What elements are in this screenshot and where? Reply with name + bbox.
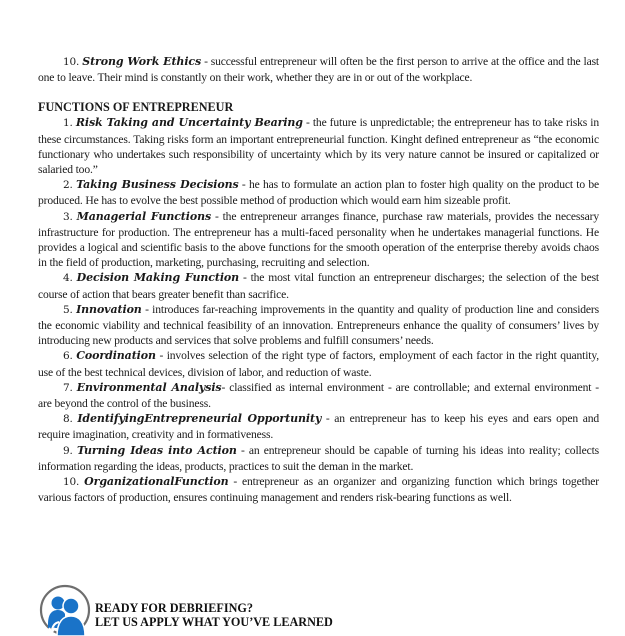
list-item xyxy=(38,115,599,177)
functions-list xyxy=(38,115,599,505)
item-term: Managerial Functions xyxy=(76,209,212,223)
item-number: 3. xyxy=(63,210,73,223)
item-term: Turning Ideas into Action xyxy=(76,443,237,457)
list-item xyxy=(38,177,599,208)
item-term: Strong Work Ethics xyxy=(82,55,202,68)
item-text: - the most vital function an entrepreneur discharges; the selection of the best course of action that bears greater benefit than sacrifice. xyxy=(38,271,600,301)
item-text: - the entrepreneur arranges finance, purchase raw materials, provides the necessary infrastructure for production. The entrepreneur has a multi-faced personality when he undertakes managerial functions. He provides a logical and scientific basis to the above functions for the smooth operation of the enterprise thereby avoids chaos in the field of production, marketing, purchasing, recruiting and selection. xyxy=(38,209,600,270)
list-item xyxy=(38,348,599,379)
document-page xyxy=(38,54,599,505)
item-text: - successful entrepreneur will often be the first person to arrive at the office and the last one to leave. Their mind is constantly on their work, whether they are in or out of the workplace. xyxy=(38,55,600,85)
item-text: - classified as internal environment - are controllable; and external environment - are beyond the control of the business. xyxy=(38,380,600,411)
item-number: 7. xyxy=(63,381,73,394)
item-term: Taking Business Decisions xyxy=(76,178,239,192)
item-number: 1. xyxy=(63,117,73,130)
item-text: - he has to formulate an action plan to foster high quality on the product to be produced. He has to evolve the best possible method of production which would earn him sizeable profit. xyxy=(38,178,599,208)
item-term: Environmental Analysis xyxy=(76,380,222,394)
item-text: - the future is unpredictable; the entrepreneur has to take risks in these circumstances. Taking risks form an important entrepreneurial function. Kinght defined entrepreneur as “the economic functionary who undertakes such responsibility of uncertainty which by its very nature cannot be insured or capitalized or salaried too.” xyxy=(38,116,599,177)
item-term: Risk Taking and Uncertainty Bearing xyxy=(75,116,303,130)
item-text: - involves selection of the right type of factors, employment of each factor in the right quantity, use of the best technical devices, division of labor, and reduction of waste. xyxy=(38,349,600,379)
item-number: 4. xyxy=(63,272,73,285)
list-item xyxy=(38,411,599,442)
item-number: 8. xyxy=(63,413,73,426)
item-number: 2. xyxy=(63,179,73,192)
item-number: 5. xyxy=(63,303,73,316)
item-number: 10. xyxy=(63,476,80,489)
intro-item xyxy=(38,54,599,85)
debriefing-title: READY FOR DEBRIEFING? xyxy=(95,601,253,615)
item-text: - introduces far-reaching improvements in the quantity and quality of production line and considers the economic viability and technical feasibility of an innovation. Entrepreneurs enhance the quality of consumers’ lives by introducing new products and services that solve problems and fulfill consumers’ needs. xyxy=(38,302,600,348)
list-item xyxy=(38,302,599,349)
list-item xyxy=(38,380,599,411)
people-refresh-icon xyxy=(39,584,91,636)
item-text: - an entrepreneur should be capable of turning his ideas into reality; collects information regarding the ideas, products, practices to suit the deman in the market. xyxy=(38,443,600,473)
item-term: OrganizationalFunction xyxy=(84,475,229,489)
item-text: - an entrepreneur has to keep his eyes and ears open and require imagination, creativity and in formativeness. xyxy=(38,412,599,442)
item-term: IdentifyingEntrepreneurial Opportunity xyxy=(77,412,322,426)
list-item xyxy=(38,209,599,271)
item-term: Coordination xyxy=(76,349,156,363)
item-number: 10. xyxy=(63,56,80,68)
list-item xyxy=(38,443,599,474)
item-term: Decision Making Function xyxy=(76,271,240,285)
item-text: - entrepreneur as an organizer and organizing function which brings together various factors of production, ensures continuing management and renders risk-bearing functions as well. xyxy=(38,475,599,505)
item-number: 6. xyxy=(63,350,73,363)
item-term: Innovation xyxy=(76,302,142,316)
section-heading: FUNCTIONS OF ENTREPRENEUR xyxy=(38,100,234,115)
list-item xyxy=(38,474,599,505)
debriefing-subtitle: LET US APPLY WHAT YOU’VE LEARNED xyxy=(95,615,333,629)
list-item xyxy=(38,270,599,301)
item-number: 9. xyxy=(63,444,73,457)
